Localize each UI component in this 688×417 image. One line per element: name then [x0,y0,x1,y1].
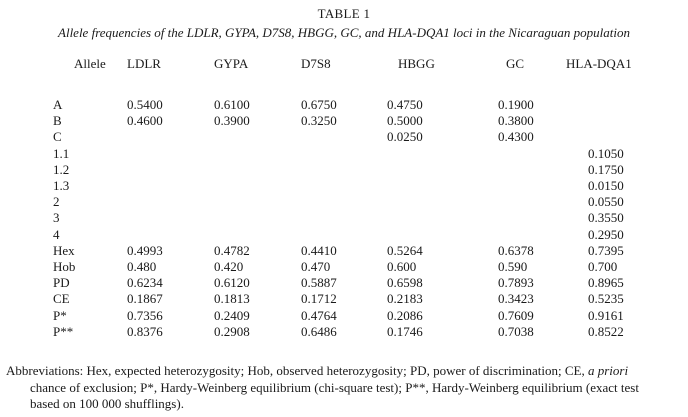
footnote-line-3: based on 100 000 shufflings). [30,396,184,411]
column-header-hla-dqa1: HLA-DQA1 [566,56,632,71]
allele-cell: Hex [53,242,75,258]
value-cell: 0.420 [214,259,244,274]
allele-cell: 1.1 [53,145,70,161]
value-cell: 0.8522 [588,323,624,339]
value-cell: 0.1746 [387,323,423,339]
allele-cell: 2 [53,194,60,210]
footnote-text-1: Abbreviations: Hex, expected heterozygosity; Hob, observed heterozygosity; PD, power of discrimination; CE, [6,363,585,378]
footnote-italic: a priori [587,363,629,378]
table-row [0,97,688,113]
value-cell: 0.6378 [498,242,534,258]
column-header-d7s8: D7S8 [301,56,331,71]
allele-cell: P** [53,323,74,339]
value-cell: 0.1867 [127,291,163,307]
value-cell: 0.1712 [301,291,337,307]
value-cell: 0.7038 [498,323,534,339]
value-cell: 0.2409 [214,307,250,323]
value-cell: 0.4600 [127,113,163,129]
value-cell: 0.0250 [387,129,423,145]
value-cell: 0.0150 [588,178,624,193]
value-cell: 0.2950 [588,226,624,242]
allele-cell: CE [53,291,70,307]
table-row [0,275,688,291]
table-row [0,194,688,210]
table-row [0,178,688,194]
value-cell: 0.3250 [301,113,337,129]
column-header-gypa: GYPA [214,56,249,71]
value-cell: 0.5000 [387,113,423,129]
footnote-line-1 [6,363,682,380]
value-cell: 0.2183 [387,291,423,307]
allele-cell: C [53,129,62,145]
allele-cell: 1.3 [53,178,70,193]
column-header-allele: Allele [74,56,106,71]
table-row [0,210,688,226]
value-cell: 0.6234 [127,275,163,291]
value-cell: 0.4300 [498,129,534,145]
value-cell: 0.7356 [127,307,163,323]
value-cell: 0.1900 [498,97,534,112]
allele-cell: 4 [53,226,60,242]
value-cell: 0.3423 [498,291,534,307]
value-cell: 0.470 [301,259,331,274]
table-row [0,259,688,275]
value-cell: 0.6486 [301,323,337,339]
value-cell: 0.0550 [588,194,624,210]
value-cell: 0.7395 [588,242,624,258]
value-cell: 0.4782 [214,242,250,258]
value-cell: 0.6750 [301,97,337,112]
value-cell: 0.6100 [214,97,250,112]
value-cell: 0.3800 [498,113,534,129]
value-cell: 0.5235 [588,291,624,307]
allele-cell: A [53,97,63,112]
table-row [0,146,688,162]
value-cell: 0.480 [127,259,157,274]
allele-cell: 1.2 [53,161,70,177]
value-cell: 0.5400 [127,97,163,112]
value-cell: 0.6120 [214,275,250,291]
column-header-hbgg: HBGG [398,56,435,71]
value-cell: 0.700 [588,259,618,274]
value-cell: 0.4410 [301,242,337,258]
table-row [0,113,688,129]
value-cell: 0.2908 [214,323,250,339]
table-row [0,243,688,259]
value-cell: 0.5887 [301,275,337,291]
allele-cell: PD [53,275,70,291]
allele-cell: P* [53,307,67,323]
column-header-gc: GC [506,56,525,71]
value-cell: 0.3550 [588,210,624,226]
value-cell: 0.2086 [387,307,423,323]
value-cell: 0.600 [387,259,417,274]
value-cell: 0.4750 [387,97,423,112]
value-cell: 0.7609 [498,307,534,323]
value-cell: 0.9161 [588,307,624,323]
column-header-ldlr: LDLR [127,56,161,71]
value-cell: 0.4764 [301,307,337,323]
table-row [0,324,688,340]
allele-cell: 3 [53,210,60,226]
table-header-row [0,56,688,72]
table-row [0,162,688,178]
value-cell: 0.5264 [387,242,423,258]
value-cell: 0.6598 [387,275,423,291]
allele-cell: Hob [53,259,76,274]
table-footnote [6,363,682,413]
value-cell: 0.1813 [214,291,250,307]
value-cell: 0.8376 [127,323,163,339]
value-cell: 0.1050 [588,145,624,161]
table-caption: Allele frequencies of the LDLR, GYPA, D7S8, HBGG, GC, and HLA-DQA1 loci in the Nicaraguan population [58,25,630,40]
table-row [0,129,688,145]
value-cell: 0.1750 [588,161,624,177]
value-cell: 0.7893 [498,275,534,291]
value-cell: 0.8965 [588,275,624,291]
table-row [0,308,688,324]
value-cell: 0.3900 [214,113,250,129]
footnote-line-2: chance of exclusion; P*, Hardy-Weinberg equilibrium (chi-square test); P**, Hardy-Weinberg equilibrium (exact test [30,379,639,395]
value-cell: 0.590 [498,259,528,274]
table-row [0,291,688,307]
table-row [0,227,688,243]
table-title: TABLE 1 [317,6,371,21]
allele-cell: B [53,113,62,129]
value-cell: 0.4993 [127,242,163,258]
